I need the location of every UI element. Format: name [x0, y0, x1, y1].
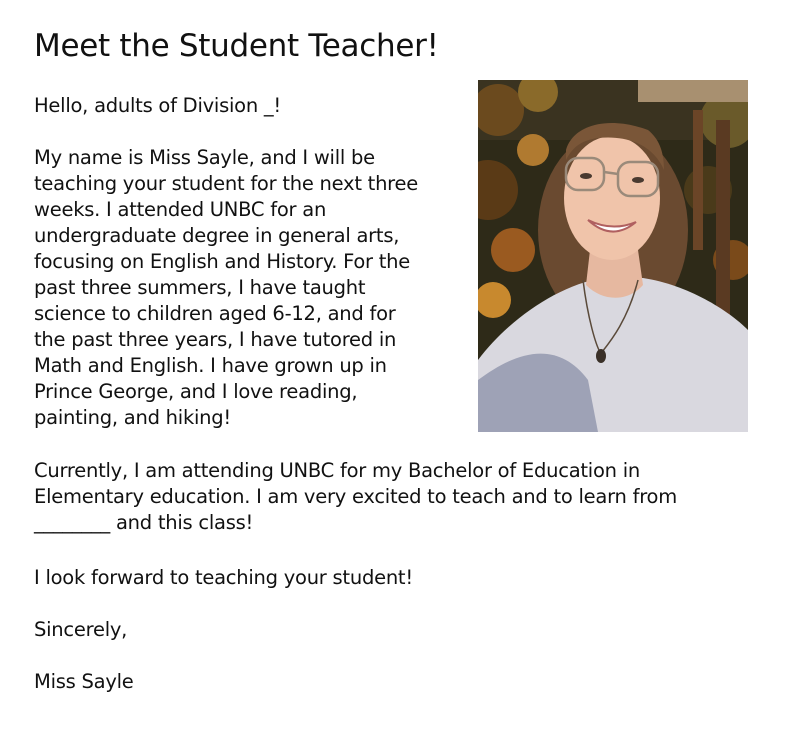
education-line: Elementary education. I am very excited to teach and to learn from	[34, 485, 677, 508]
intro-line: Math and English. I have grown up in	[34, 354, 387, 377]
greeting-text: Hello, adults of Division _!	[34, 94, 281, 117]
intro-line: the past three years, I have tutored in	[34, 328, 397, 351]
intro-paragraph	[34, 145, 474, 431]
intro-line: undergraduate degree in general arts,	[34, 224, 400, 247]
intro-line: weeks. I attended UNBC for an	[34, 198, 327, 221]
intro-line: Prince George, and I love reading,	[34, 380, 358, 403]
signature-name: Miss Sayle	[34, 670, 134, 693]
education-line: ________ and this class!	[34, 511, 254, 534]
intro-line: painting, and hiking!	[34, 406, 231, 429]
education-paragraph	[34, 458, 794, 536]
closing-line: I look forward to teaching your student!	[34, 566, 413, 589]
sign-off: Sincerely,	[34, 618, 128, 641]
intro-line: teaching your student for the next three	[34, 172, 419, 195]
page-title: Meet the Student Teacher!	[34, 28, 439, 64]
intro-line: past three summers, I have taught	[34, 276, 366, 299]
intro-line: focusing on English and History. For the	[34, 250, 411, 273]
intro-line: My name is Miss Sayle, and I will be	[34, 146, 375, 169]
education-line: Currently, I am attending UNBC for my Bachelor of Education in	[34, 459, 640, 482]
intro-line: science to children aged 6-12, and for	[34, 302, 396, 325]
teacher-photo	[478, 80, 748, 432]
